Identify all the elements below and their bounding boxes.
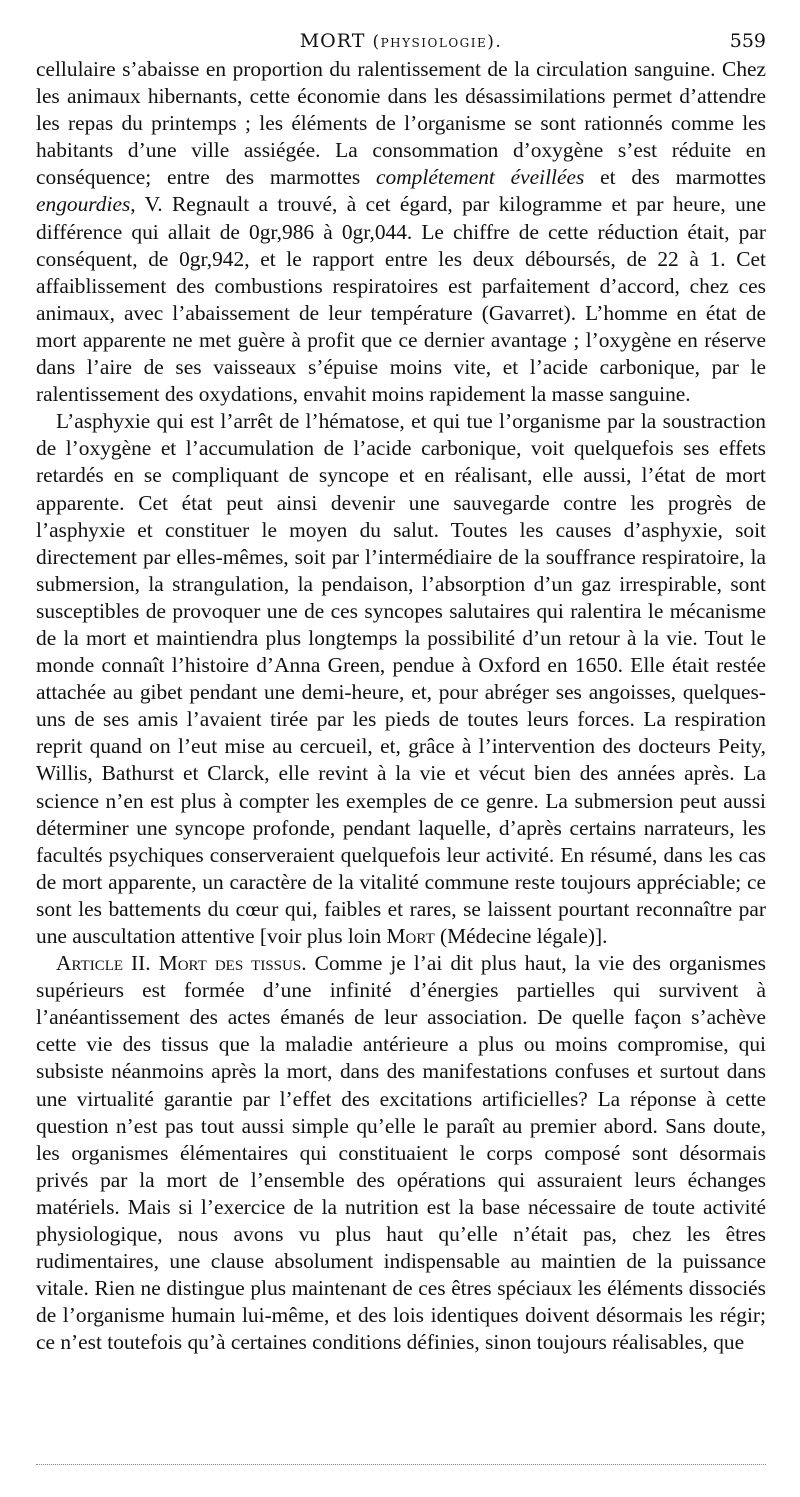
text-run: [151, 951, 159, 975]
article-heading: Article II.: [56, 951, 151, 976]
text-run: cellulaire s’abaisse en proportion du ralentissement de la circulation sanguine. Chez les animaux hibernants, cette économie dans les désassimilations permet d’attendre les repas du printemps ; les éléments de l’organisme se sont rationnés comme les habitants d’une ville assiégée. La consommation d’oxygène s’est réduite en conséquence; entre des marmottes: [36, 57, 766, 190]
text-run: (Médecine légale)].: [434, 924, 608, 948]
emphasis-engourdies: engourdies: [36, 192, 131, 217]
paragraph-1: [36, 56, 766, 408]
text-run: et des marmottes: [584, 165, 766, 190]
paragraph-3: [36, 950, 766, 1356]
page-number: 559: [729, 30, 766, 52]
running-head: [36, 22, 766, 56]
text-run: L’asphyxie qui est l’arrêt de l’hématose, et qui tue l’organisme par la soustraction de l’oxygène et l’accumulation de l’acide carbonique, voit quelquefois ses effets retardés en se compliquant de syncope et en réalisant, elle aussi, l’état de mort apparente. Cet état peut ainsi devenir une sauvegarde contre les progrès de l’asphyxie et constituer le moyen du salut. Toutes les causes d’asphyxie, soit directement par elles-mêmes, soit par l’intermédiaire de la souffrance respiratoire, la submersion, la strangulation, la pendaison, l’absorption d’un gaz irrespirable, sont susceptibles de provoquer une de ces syncopes salutaires qui ralentira le mécanisme de la mort et maintiendra plus longtemps la possibilité d’un retour à la vie. Tout le monde connaît l’histoire d’Anna Green, pendue à Oxford en 1650. Elle était restée attachée au gibet pendant une demi-heure, et, pour abréger ses angoisses, quelques-uns de ses amis l’avaient tirée par les pieds de toutes leurs forces. La respiration reprit quand on l’eut mise au cercueil, et, grâce à l’intervention des docteurs Peity, Willis, Bathurst et Clarck, elle revint à la vie et vécut bien des années après. La science n’en est plus à compter les exemples de ce genre. La submersion peut aussi déterminer une syncope profonde, pendant laquelle, d’après certains narrateurs, les facultés psychiques conserveraient quelquefois leur activité. En résumé, dans les cas de mort apparente, un caractère de la vitalité commune reste toujours appréciable; ce sont les battements du cœur qui, faibles et rares, se laissent pourtant reconnaître par une auscultation attentive [voir plus loin: [36, 409, 766, 948]
running-title-main: MORT: [299, 30, 366, 52]
emphasis-eveillees: complétement éveillées: [376, 165, 585, 190]
article-subject: Mort des tissus.: [158, 951, 307, 976]
cross-reference-mort: Mort: [386, 924, 435, 948]
page: [36, 22, 766, 1357]
running-title: [36, 30, 766, 52]
text-run: , V. Regnault a trouvé, à cet égard, par kilogramme et par heure, une différence qui allait de 0gr,986 à 0gr,044. Le chiffre de cette réduction était, par conséquent, de 0gr,942, et le rapport entre les deux déboursés, de 22 à 1. Cet affaiblissement des combustions respiratoires est parfaitement d’accord, chez ces animaux, avec l’abaissement de leur température (Gavarret). L’homme en état de mort apparente ne met guère à profit que ce dernier avantage ; l’oxygène en réserve dans l’aire de ses vaisseaux s’épuise moins vite, et l’acide carbonique, par le ralentissement des oxydations, envahit moins rapidement la masse sanguine.: [36, 192, 766, 407]
running-title-sub: (physiologie).: [372, 32, 503, 52]
body-text: [36, 56, 766, 1357]
text-run: Comme je l’ai dit plus haut, la vie des organismes supérieurs est formée d’une infinité d’énergies partielles qui survivent à l’anéantissement des actes émanés de leur association. De quelle façon s’achève cette vie des tissus que la maladie antérieure a plus ou moins compromise, qui subsiste néanmoins après la mort, dans des manifestations confuses et surtout dans une virtualité garantie par l’effet des excitations artificielles? La réponse à cette question n’est pas tout aussi simple qu’elle le paraît au premier abord. Sans doute, les organismes élémentaires qui constituaient le corps composé sont désormais privés par la mort de l’ensemble des opérations qui assuraient leurs échanges matériels. Mais si l’exercice de la nutrition est la base nécessaire de toute activité physiologique, nous avons vu plus haut qu’elle n’était pas, chez les êtres rudimentaires, une clause absolument indispensable au maintien de la puissance vitale. Rien ne distingue plus maintenant de ces êtres spéciaux les éléments dissociés de l’organisme humain lui-même, et des lois identiques doivent désormais les régir; ce n’est toutefois qu’à certaines conditions définies, sinon toujours réalisables, que: [36, 951, 766, 1355]
bottom-rule: [36, 1464, 766, 1465]
paragraph-2: [36, 408, 766, 950]
